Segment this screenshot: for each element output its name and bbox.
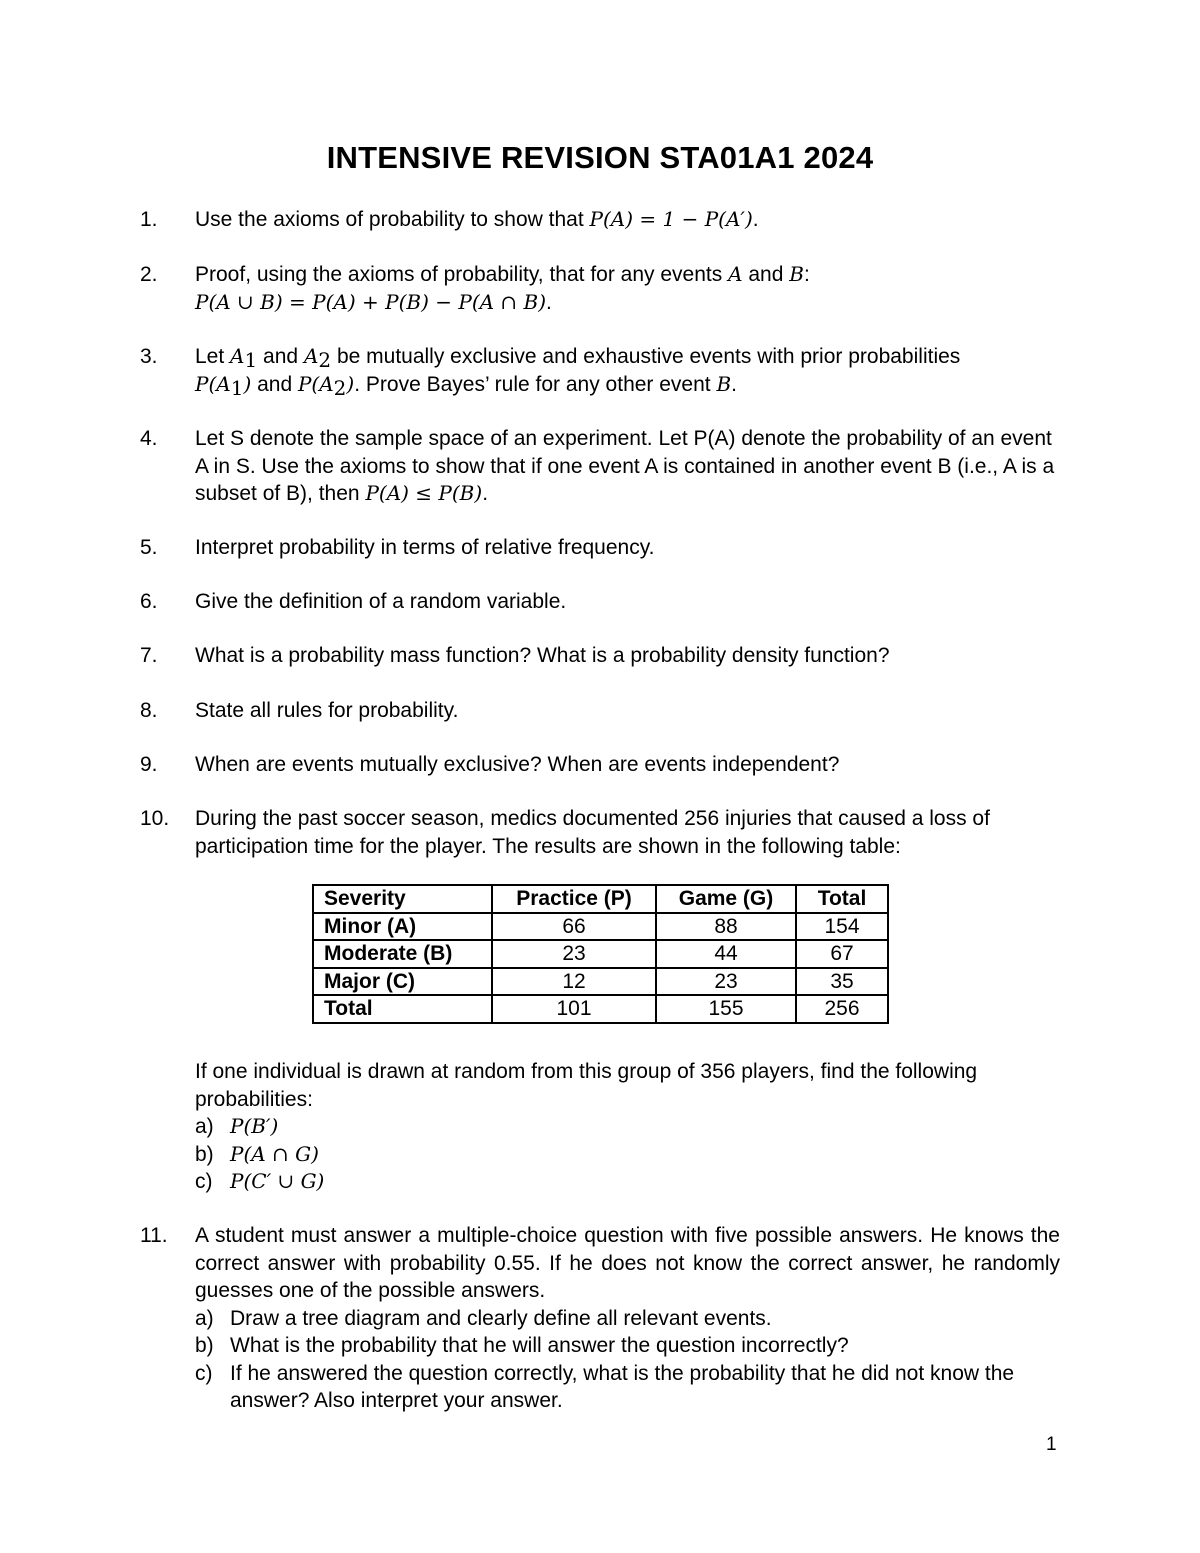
question-number: 5. bbox=[140, 536, 158, 559]
table-header: Severity bbox=[313, 885, 492, 913]
math-expression: P(A) = 1 − P(A′) bbox=[589, 207, 753, 231]
sub-question-text: Draw a tree diagram and clearly define all relevant events. bbox=[230, 1306, 772, 1330]
table-cell: 35 bbox=[796, 968, 888, 996]
question-number: 11. bbox=[140, 1224, 168, 1247]
math-expression: P(A ∩ G) bbox=[230, 1141, 319, 1166]
sub-question-label: a) bbox=[195, 1115, 214, 1138]
question-text: Let S denote the sample space of an experiment. Let P(A) denote the probability of an event A in S. Use the axioms to show that if one event A is contained in another event B (i.e., A is a subset of B), then bbox=[195, 427, 1055, 505]
question-number: 8. bbox=[140, 699, 158, 722]
question-text: and bbox=[257, 345, 304, 368]
sub-question bbox=[195, 1168, 1060, 1196]
question-text: . Prove Bayes’ rule for any other event bbox=[354, 372, 717, 396]
table-cell: Moderate (B) bbox=[313, 940, 492, 968]
question-number: 1. bbox=[140, 208, 158, 231]
table-total-row bbox=[313, 995, 888, 1023]
question-text: A student must answer a multiple-choice question with five possible answers. He knows the correct answer with probability 0.55. If he does not know the correct answer, he randomly guesses one of the possible answers. bbox=[195, 1224, 1060, 1302]
page-number: 1 bbox=[1046, 1434, 1057, 1455]
question-text: Let bbox=[195, 345, 231, 368]
math-subscript: 2 bbox=[333, 375, 347, 400]
math-variable: B bbox=[716, 371, 732, 396]
question-number: 10. bbox=[140, 807, 170, 830]
sub-question-text: If he answered the question correctly, what is the probability that he did not know the answer? Also interpret your answer. bbox=[230, 1361, 1015, 1412]
punctuation: : bbox=[803, 263, 810, 286]
sub-question-label: c) bbox=[195, 1361, 213, 1385]
sub-question-list bbox=[195, 1305, 1060, 1415]
question-number: 4. bbox=[140, 427, 158, 450]
punctuation: . bbox=[752, 208, 759, 231]
table-cell: 12 bbox=[492, 968, 656, 996]
table-cell: 155 bbox=[656, 995, 796, 1023]
question-7 bbox=[140, 642, 1060, 670]
question-text: Give the definition of a random variable. bbox=[195, 590, 567, 613]
table-header-row bbox=[313, 885, 888, 913]
sub-question-label: b) bbox=[195, 1334, 214, 1357]
question-number: 3. bbox=[140, 345, 158, 368]
math-variable: A bbox=[230, 344, 245, 368]
question-2 bbox=[140, 261, 1060, 316]
math-subscript: 1 bbox=[230, 375, 244, 400]
table-cell: 88 bbox=[656, 913, 796, 941]
sub-question bbox=[195, 1141, 1060, 1169]
math-expression: P(C′ ∪ G) bbox=[230, 1169, 325, 1193]
math-expression: P(A) ≤ P(B) bbox=[365, 481, 483, 505]
question-text: State all rules for probability. bbox=[195, 699, 459, 722]
table-cell: 44 bbox=[656, 940, 796, 968]
table-cell: Minor (A) bbox=[313, 913, 492, 941]
question-text: If one individual is drawn at random from this group of 356 players, find the following probabilities: bbox=[195, 1060, 978, 1111]
question-1 bbox=[140, 206, 1060, 234]
punctuation: . bbox=[482, 482, 489, 505]
question-number: 2. bbox=[140, 263, 158, 286]
question-text: What is a probability mass function? What is a probability density function? bbox=[195, 644, 890, 667]
table-cell: 23 bbox=[492, 940, 656, 968]
table-cell: 256 bbox=[796, 995, 888, 1023]
table-row bbox=[313, 940, 888, 968]
table-cell: 67 bbox=[796, 940, 888, 968]
question-number: 6. bbox=[140, 590, 158, 613]
table-cell: 23 bbox=[656, 968, 796, 996]
sub-question bbox=[195, 1360, 1060, 1415]
question-3 bbox=[140, 343, 1060, 398]
table-header: Total bbox=[796, 885, 888, 913]
question-text: and bbox=[251, 372, 298, 396]
math-expression: P(A bbox=[195, 371, 231, 396]
question-5 bbox=[140, 534, 1060, 562]
question-8 bbox=[140, 697, 1060, 725]
table-cell: Total bbox=[313, 995, 492, 1023]
question-text: Interpret probability in terms of relative frequency. bbox=[195, 536, 655, 559]
math-subscript: 1 bbox=[244, 348, 258, 372]
question-10-continued bbox=[140, 1058, 1060, 1196]
question-text: be mutually exclusive and exhaustive events with prior probabilities bbox=[331, 345, 961, 368]
sub-question-label: c) bbox=[195, 1170, 213, 1193]
question-text: Proof, using the axioms of probability, that for any events bbox=[195, 263, 729, 286]
table-cell: 66 bbox=[492, 913, 656, 941]
table-cell: Major (C) bbox=[313, 968, 492, 996]
question-9 bbox=[140, 751, 1060, 779]
sub-question-list bbox=[195, 1113, 1060, 1196]
math-expression: P(A bbox=[297, 371, 334, 396]
math-expression: P(B′) bbox=[230, 1114, 279, 1138]
sub-question-text: What is the probability that he will answer the question incorrectly? bbox=[230, 1334, 849, 1357]
math-subscript: 2 bbox=[318, 348, 332, 372]
sub-question bbox=[195, 1305, 1060, 1333]
sub-question-label: a) bbox=[195, 1306, 214, 1330]
table-cell: 154 bbox=[796, 913, 888, 941]
question-4 bbox=[140, 425, 1060, 508]
question-10 bbox=[140, 805, 1060, 860]
question-11 bbox=[140, 1222, 1060, 1415]
math-variable: A bbox=[728, 262, 743, 286]
sub-question-label: b) bbox=[195, 1142, 214, 1166]
table-header: Practice (P) bbox=[492, 885, 656, 913]
question-number: 9. bbox=[140, 753, 158, 776]
question-text: and bbox=[742, 263, 790, 286]
table-cell: 101 bbox=[492, 995, 656, 1023]
injury-table bbox=[312, 884, 889, 1024]
math-variable: A bbox=[303, 344, 319, 368]
math-expression: P(A ∪ B) = P(A) + P(B) − P(A ∩ B) bbox=[195, 289, 547, 314]
math-expression: ) bbox=[346, 371, 355, 396]
sub-question bbox=[195, 1113, 1060, 1141]
table-row bbox=[313, 968, 888, 996]
question-text: During the past soccer season, medics documented 256 injuries that caused a loss of participation time for the player. The results are shown in the following table: bbox=[195, 807, 990, 858]
question-text: Use the axioms of probability to show that bbox=[195, 208, 590, 231]
question-text: When are events mutually exclusive? When are events independent? bbox=[195, 753, 840, 776]
question-number: 7. bbox=[140, 644, 158, 667]
page-title: INTENSIVE REVISION STA01A1 2024 bbox=[326, 140, 874, 175]
punctuation: . bbox=[731, 372, 738, 396]
math-expression: ) bbox=[243, 371, 252, 396]
table-header: Game (G) bbox=[656, 885, 796, 913]
question-6 bbox=[140, 588, 1060, 616]
math-variable: B bbox=[789, 262, 804, 286]
sub-question bbox=[195, 1332, 1060, 1360]
punctuation: . bbox=[546, 290, 552, 314]
table-row bbox=[313, 913, 888, 941]
